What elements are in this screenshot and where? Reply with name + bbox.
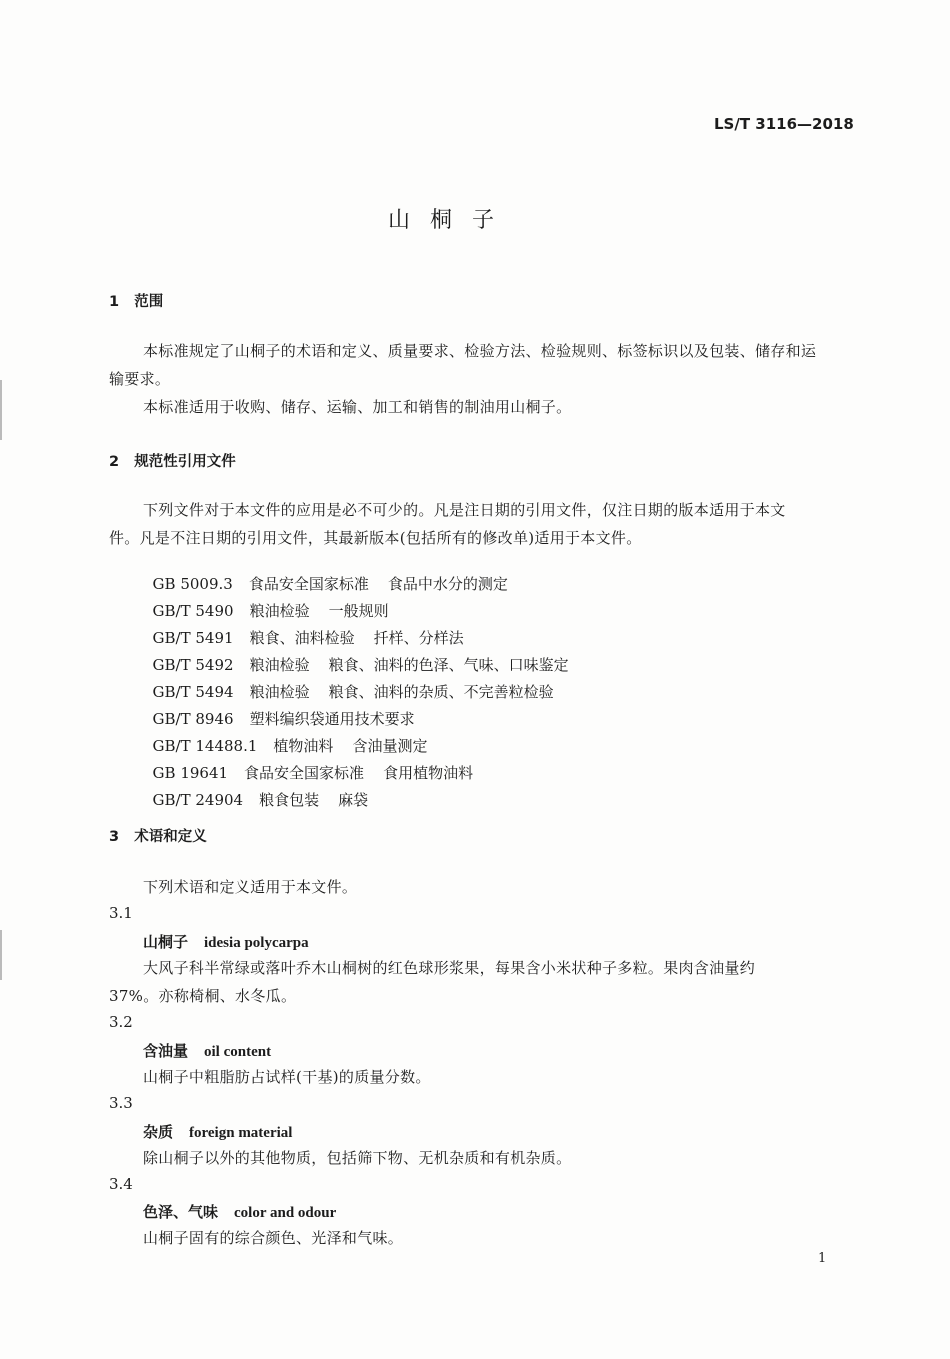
term-heading [143,1201,336,1222]
term-number: 3.1 [109,904,133,922]
reference-code: GB/T 8946 [152,710,234,728]
term-definition-line: 大风子科半常绿或落叶乔木山桐树的红色球形浆果，每果含小米状种子多粒。果肉含油量约 [143,959,756,977]
reference-title: 粮油检验 一般规则 [249,602,389,620]
term-zh: 山桐子 [143,933,189,951]
term-heading [143,1121,292,1142]
scope-applicability-paragraph: 本标准适用于收购、储存、运输、加工和销售的制油用山桐子。 [143,398,572,416]
reference-title: 粮食包装 麻袋 [259,791,369,809]
reference-code: GB/T 5492 [152,656,234,674]
reference-code: GB/T 5490 [152,602,234,620]
term-definition-line: 除山桐子以外的其他物质，包括筛下物、无机杂质和有机杂质。 [143,1149,572,1167]
term-number: 3.2 [109,1013,133,1031]
page-number: 1 [818,1251,827,1266]
reference-title: 食品安全国家标准 食品中水分的测定 [248,575,508,593]
section-heading-scope: 1 范围 [109,294,164,310]
reference-code: GB/T 5494 [152,683,234,701]
standard-code: LS/T 3116—2018 [714,115,854,133]
references-intro-line: 件。凡是不注日期的引用文件，其最新版本(包括所有的修改单)适用于本文件。 [109,529,642,547]
reference-code: GB 5009.3 [152,575,233,593]
scan-edge-mark [0,380,2,440]
term-zh: 杂质 [143,1123,174,1141]
term-en: idesia polycarpa [204,935,309,951]
term-zh: 含油量 [143,1042,189,1060]
reference-title: 食品安全国家标准 食用植物油料 [244,764,474,782]
term-definition-line: 37%。亦称椅桐、水冬瓜。 [109,987,297,1005]
scan-edge-mark [0,930,2,980]
reference-title: 粮油检验 粮食、油料的色泽、气味、口味鉴定 [249,656,569,674]
reference-code: GB/T 5491 [152,629,234,647]
scope-paragraph-line: 本标准规定了山桐子的术语和定义、质量要求、检验方法、检验规则、标签标识以及包装、储存和运 [143,342,817,360]
reference-item [143,771,368,810]
term-definition-line: 山桐子中粗脂肪占试样(干基)的质量分数。 [143,1068,431,1086]
term-definition-line: 山桐子固有的综合颜色、光泽和气味。 [143,1229,404,1247]
reference-code: GB/T 24904 [152,791,244,809]
term-en: oil content [204,1044,272,1060]
term-heading [143,1040,271,1061]
reference-title: 粮食、油料检验 扦样、分样法 [249,629,464,647]
term-en: foreign material [189,1125,293,1141]
reference-title: 粮油检验 粮食、油料的杂质、不完善粒检验 [249,683,554,701]
reference-code: GB 19641 [152,764,229,782]
term-number: 3.4 [109,1175,133,1193]
reference-title: 植物油料 含油量测定 [273,737,428,755]
reference-title: 塑料编织袋通用技术要求 [249,710,415,728]
section-heading-terms-and-definitions: 3 术语和定义 [109,829,207,845]
scope-paragraph-line: 输要求。 [109,370,171,388]
section-heading-normative-references: 2 规范性引用文件 [109,454,236,470]
term-en: color and odour [234,1205,337,1221]
document-title: 山 桐 子 [388,208,496,233]
terms-intro: 下列术语和定义适用于本文件。 [143,878,358,896]
term-number: 3.3 [109,1094,133,1112]
reference-code: GB/T 14488.1 [152,737,258,755]
term-heading [143,931,309,952]
references-intro-line: 下列文件对于本文件的应用是必不可少的。凡是注日期的引用文件，仅注日期的版本适用于本文 [143,501,786,519]
term-zh: 色泽、气味 [143,1203,219,1221]
